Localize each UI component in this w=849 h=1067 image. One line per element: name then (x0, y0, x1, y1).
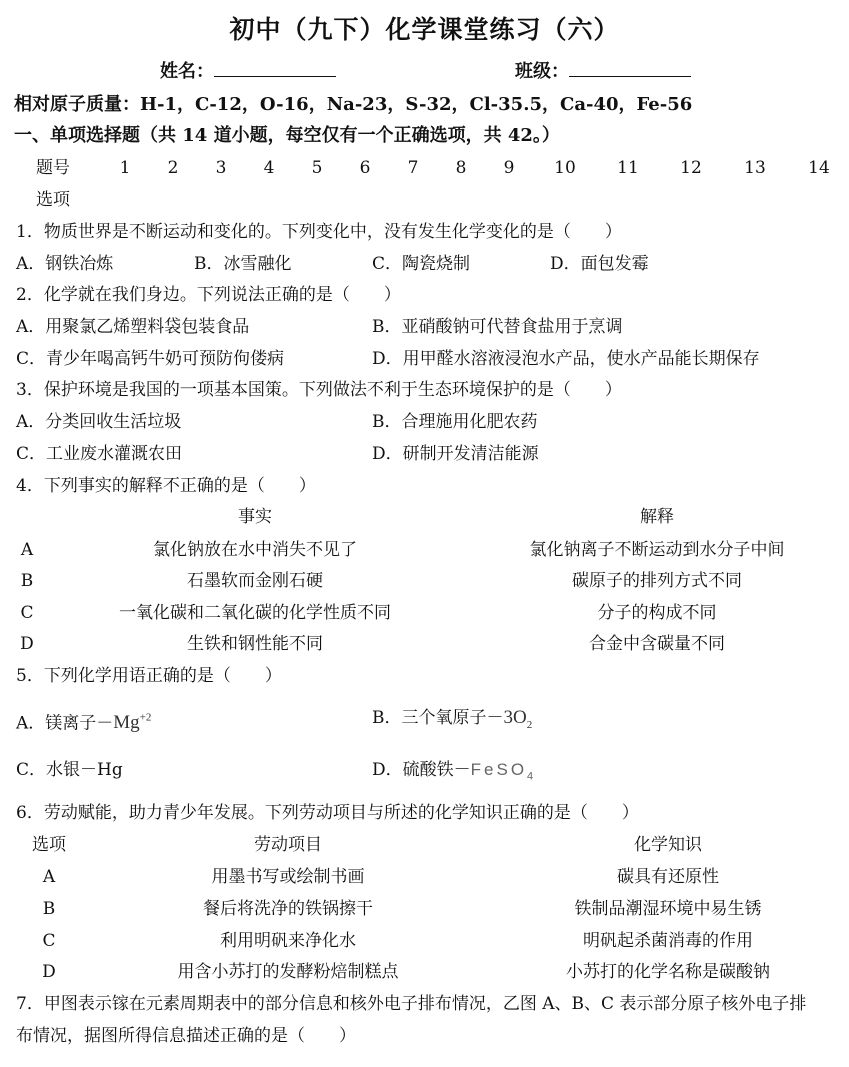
q2-option-b: B．亚硝酸钠可代替食盐用于烹调 (372, 317, 623, 337)
q2-stem: 2．化学就在我们身边。下列说法正确的是（ ） (16, 285, 401, 305)
q6-row-knowledge: 小苏打的化学名称是碳酸钠 (566, 962, 770, 982)
q4-row-fact: 石墨软而金刚石硬 (187, 571, 323, 591)
q6-row-task: 餐后将洗净的铁锅擦干 (203, 899, 373, 919)
q4-row-letter: A (20, 540, 34, 560)
q4-col-explain: 解释 (640, 507, 674, 527)
q4-row-letter: D (20, 634, 34, 654)
q4-row-explain: 碳原子的排列方式不同 (572, 571, 742, 591)
q5-stem: 5．下列化学用语正确的是（ ） (16, 666, 282, 686)
q1-option-c: C．陶瓷烧制 (372, 254, 471, 274)
answer-table-number: 9 (503, 158, 515, 178)
q6-row-letter: C (42, 931, 56, 951)
q4-row-fact: 一氧化碳和二氧化碳的化学性质不同 (119, 603, 391, 623)
q4-row-fact: 生铁和钢性能不同 (187, 634, 323, 654)
class-label: 班级： (515, 61, 569, 82)
answer-table-number: 4 (263, 158, 275, 178)
q6-row-letter: D (42, 962, 56, 982)
answer-table-number: 1 (119, 158, 131, 178)
q6-col-task: 劳动项目 (254, 835, 322, 855)
q6-stem: 6．劳动赋能，助力青少年发展。下列劳动项目与所述的化学知识正确的是（ ） (16, 803, 639, 823)
q3-option-d: D．研制开发清洁能源 (372, 444, 539, 464)
answer-table-number: 3 (215, 158, 227, 178)
q4-col-fact: 事实 (238, 507, 272, 527)
q4-row-explain: 氯化钠离子不断运动到水分子中间 (529, 540, 785, 560)
q1-option-a: A．钢铁冶炼 (16, 254, 114, 274)
q7-stem-line1: 7．甲图表示镓在元素周期表中的部分信息和核外电子排布情况，乙图 A、B、C 表示部分原子核外电子排 (16, 994, 807, 1014)
answer-table-option-label: 选项 (36, 190, 70, 210)
q1-stem: 1．物质世界是不断运动和变化的。下列变化中，没有发生化学变化的是（ ） (16, 222, 622, 242)
formula-superscript: +2 (139, 712, 152, 724)
formula-base: 3O (503, 707, 527, 728)
q5-option-b-formula (503, 707, 533, 731)
q5-option-d-label: D．硫酸铁－ (372, 760, 471, 780)
q5-option-c: C．水银－Hg (16, 760, 123, 780)
q1-option-b: B．冰雪融化 (194, 254, 292, 274)
answer-table-number: 11 (617, 158, 639, 178)
answer-table-number: 13 (744, 158, 766, 178)
answer-table-number: 6 (359, 158, 371, 178)
q6-row-task: 用墨书写或绘制书画 (211, 867, 365, 887)
q5-option-b (372, 708, 532, 735)
page-title: 初中（九下）化学课堂练习（六） (229, 15, 620, 44)
name-field (160, 62, 336, 82)
answer-table-number: 14 (808, 158, 830, 178)
q5-option-d-formula (470, 760, 537, 783)
q6-col-knowledge: 化学知识 (634, 835, 702, 855)
q6-col-option: 选项 (32, 835, 66, 855)
q3-option-b: B．合理施用化肥农药 (372, 412, 538, 432)
answer-table-number-label: 题号 (36, 158, 70, 178)
name-label: 姓名： (160, 61, 214, 82)
section-heading: 一、单项选择题（共 14 道小题，每空仅有一个正确选项，共 42。） (14, 125, 560, 146)
name-blank (214, 62, 336, 77)
q2-option-c: C．青少年喝高钙牛奶可预防佝偻病 (16, 349, 285, 369)
q4-row-explain: 合金中含碳量不同 (589, 634, 725, 654)
formula-base: FeSO (470, 760, 528, 779)
q1-option-d: D．面包发霉 (550, 254, 649, 274)
q6-row-letter: A (42, 867, 56, 887)
q3-stem: 3．保护环境是我国的一项基本国策。下列做法不利于生态环境保护的是（ ） (16, 380, 622, 400)
atomic-mass-line: 相对原子质量：H-1，C-12，O-16，Na-23，S-32，Cl-35.5，Ca-40，Fe-56 (14, 94, 693, 115)
formula-subscript: 4 (527, 770, 537, 783)
q5-option-b-label: B．三个氧原子－ (372, 708, 504, 728)
answer-table-number: 8 (455, 158, 467, 178)
q6-row-task: 用含小苏打的发酵粉焙制糕点 (177, 962, 399, 982)
q6-row-letter: B (42, 899, 56, 919)
q6-row-task: 利用明矾来净化水 (220, 931, 356, 951)
answer-table-number: 7 (407, 158, 419, 178)
class-blank (569, 62, 691, 77)
q5-option-a-label: A．镁离子－ (16, 713, 114, 734)
q6-row-knowledge: 碳具有还原性 (617, 867, 719, 887)
q5-option-d (372, 760, 536, 786)
formula-subscript: 2 (526, 718, 533, 731)
q2-option-a: A．用聚氯乙烯塑料袋包装食品 (16, 317, 250, 337)
answer-table-number: 10 (554, 158, 576, 178)
q6-row-knowledge: 铁制品潮湿环境中易生锈 (574, 899, 762, 919)
answer-table-number: 12 (680, 158, 702, 178)
formula-base: Mg (113, 712, 140, 734)
q4-stem: 4．下列事实的解释不正确的是（ ） (16, 476, 316, 496)
q2-option-d: D．用甲醛水溶液浸泡水产品，使水产品能长期保存 (372, 349, 760, 369)
q7-stem-line2: 布情况，据图所得信息描述正确的是（ ） (16, 1026, 356, 1046)
answer-table-number: 5 (311, 158, 323, 178)
class-field (515, 62, 691, 82)
q4-row-letter: B (20, 571, 34, 591)
q3-option-a: A．分类回收生活垃圾 (16, 412, 182, 432)
q4-row-fact: 氯化钠放在水中消失不见了 (153, 540, 357, 560)
q6-row-knowledge: 明矾起杀菌消毒的作用 (583, 931, 753, 951)
q3-option-c: C．工业废水灌溉农田 (16, 444, 183, 464)
answer-table-number: 2 (167, 158, 179, 178)
q5-option-a (16, 708, 151, 733)
q4-row-letter: C (20, 603, 34, 623)
q4-row-explain: 分子的构成不同 (597, 603, 717, 623)
q5-option-a-formula (113, 712, 151, 733)
